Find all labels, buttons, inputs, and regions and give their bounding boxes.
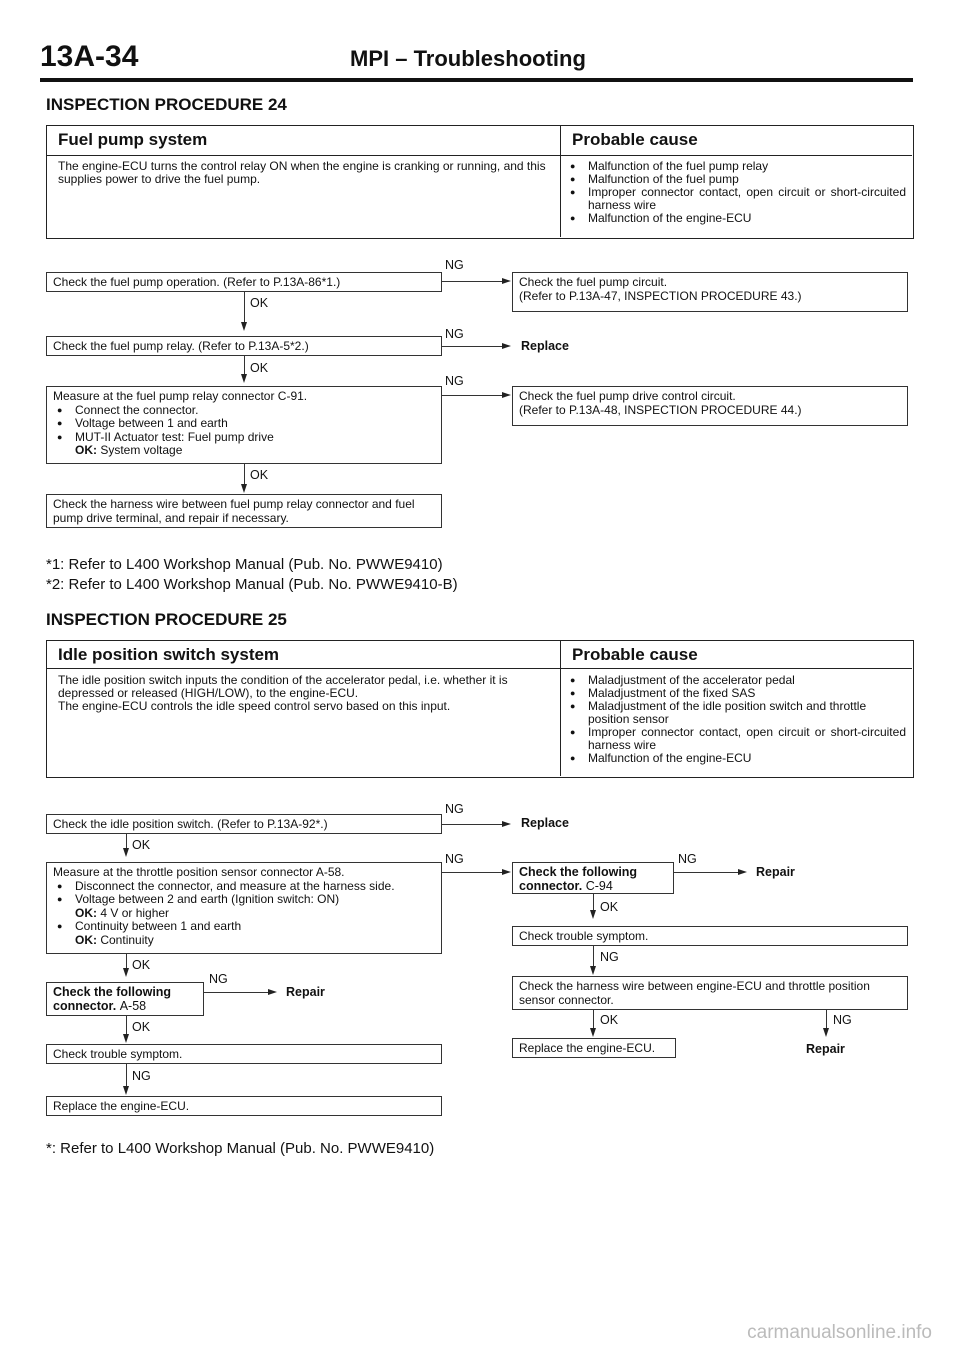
step-items [53, 404, 435, 445]
ng-label: NG [600, 950, 619, 964]
arrow-right-icon [502, 278, 511, 284]
cause-list [566, 674, 906, 765]
flow-result-drive-control-circuit [512, 386, 908, 426]
result-text: Check the fuel pump drive control circuit. [519, 389, 736, 403]
step-text: Check the fuel pump operation. (Refer to P.13A-86*1.) [53, 275, 341, 289]
flow-step-harness-ecu-tps [512, 976, 908, 1010]
step-text: Replace the engine-ECU. [53, 1099, 190, 1113]
cause-item: ● Malfunction of the engine-ECU [566, 212, 906, 225]
arrow-right-icon [502, 343, 511, 349]
flow-connector [593, 894, 594, 910]
ng-label: NG [445, 258, 464, 272]
procedure-24-title: INSPECTION PROCEDURE 24 [46, 95, 287, 114]
arrow-down-icon [823, 1028, 829, 1037]
step-text: Check the fuel pump relay. (Refer to P.13A-5*2.) [53, 339, 309, 353]
arrow-down-icon [590, 910, 596, 919]
step-item: ● Connect the connector. [53, 404, 435, 418]
cause-item: ● Maladjustment of the fixed SAS [566, 687, 906, 700]
flow-step-fuel-pump-relay [46, 336, 442, 356]
arrow-down-icon [123, 1034, 129, 1043]
ng-label: NG [209, 972, 228, 986]
system-description: The engine-ECU turns the control relay ON when the engine is cranking or running, and this supplies power to drive the fuel pump. [58, 159, 546, 186]
arrow-down-icon [590, 966, 596, 975]
watermark: carmanualsonline.info [747, 1322, 932, 1343]
ok-label: OK [132, 838, 151, 852]
flow-connector [126, 834, 127, 848]
ng-label: NG [132, 1069, 151, 1083]
procedure-25-title: INSPECTION PROCEDURE 25 [46, 610, 287, 629]
system-description: The idle position switch inputs the condition of the accelerator pedal, i.e. whether it is depressed or released (HIGH/LOW), to the engine-ECU. The engine-ECU controls the idle speed control servo based on this input. [58, 673, 508, 713]
step-text: Check the harness wire between engine-ECU and throttle position sensor connector. [519, 979, 870, 1007]
step-item: ● Disconnect the connector, and measure at the harness side. [53, 880, 435, 894]
step-text: Measure at the throttle position sensor connector A-58. [53, 865, 345, 879]
probable-cause-heading: Probable cause [572, 645, 698, 664]
ng-label: NG [445, 802, 464, 816]
cause-item: ● Maladjustment of the accelerator pedal [566, 674, 906, 687]
footnote: *1: Refer to L400 Workshop Manual (Pub. No. PWWE9410) [46, 556, 443, 573]
footnote: *: Refer to L400 Workshop Manual (Pub. No. PWWE9410) [46, 1140, 435, 1157]
ok-label: OK [250, 361, 269, 375]
replace-result: Replace [521, 816, 569, 830]
probable-cause-heading: Probable cause [572, 130, 698, 149]
flow-step-replace-ecu-right [512, 1038, 676, 1058]
flow-connector [126, 954, 127, 968]
flow-step-relay-connector-measure [46, 386, 442, 464]
table-divider [560, 126, 561, 237]
arrow-right-icon [502, 869, 511, 875]
step-text: Check the idle position switch. (Refer to P.13A-92*.) [53, 817, 328, 831]
cause-item: ● Improper connector contact, open circuit or short-circuited harness wire [566, 186, 906, 212]
cause-item: ● Malfunction of the engine-ECU [566, 752, 906, 765]
ok-label: OK [132, 958, 151, 972]
flow-connector [593, 1010, 594, 1028]
step-item: ● MUT-II Actuator test: Fuel pump drive [53, 431, 435, 445]
ng-label: NG [833, 1013, 852, 1027]
flow-connector [442, 281, 502, 282]
flow-connector [244, 356, 245, 374]
flow-connector [442, 346, 502, 347]
repair-result: Repair [756, 865, 795, 879]
step-ok-condition: OK: Continuity [75, 932, 154, 947]
arrow-down-icon [123, 968, 129, 977]
flow-step-harness-check [46, 494, 442, 528]
step-ok-condition: OK: 4 V or higher [75, 905, 170, 920]
step-item: ● Voltage between 2 and earth (Ignition switch: ON) [53, 893, 435, 907]
flow-step-idle-switch [46, 814, 442, 834]
ok-label: OK [600, 900, 619, 914]
system-name: Fuel pump system [58, 130, 208, 149]
flow-step-fuel-pump-operation [46, 272, 442, 292]
replace-result: Replace [521, 339, 569, 353]
step-text: Check the harness wire between fuel pump relay connector and fuel pump drive terminal, and repair if necessary. [53, 497, 415, 525]
cause-item: ● Improper connector contact, open circuit or short-circuited harness wire [566, 726, 906, 752]
arrow-down-icon [241, 374, 247, 383]
arrow-down-icon [590, 1028, 596, 1037]
flow-connector [126, 1064, 127, 1086]
step-text: Replace the engine-ECU. [519, 1041, 656, 1055]
flow-connector [674, 872, 738, 873]
flow-connector [593, 946, 594, 966]
step-item: ● Continuity between 1 and earth [53, 920, 435, 934]
page-number: 13A-34 [40, 40, 139, 73]
system-name: Idle position switch system [58, 645, 280, 664]
step-text: Check trouble symptom. [53, 1047, 183, 1061]
flow-step-trouble-symptom-left [46, 1044, 442, 1064]
ok-label: OK [600, 1013, 619, 1027]
ok-label: OK [250, 296, 269, 310]
flow-connector [126, 1016, 127, 1034]
arrow-right-icon [268, 989, 277, 995]
flow-connector [442, 872, 502, 873]
header-rule [40, 78, 913, 82]
repair-result: Repair [806, 1042, 845, 1056]
step-item: ● Voltage between 1 and earth [53, 417, 435, 431]
flow-connector [244, 464, 245, 484]
ng-label: NG [445, 327, 464, 341]
flow-step-replace-ecu-left [46, 1096, 442, 1116]
repair-result: Repair [286, 985, 325, 999]
flow-result-fuel-pump-circuit [512, 272, 908, 312]
flow-step-trouble-symptom-right [512, 926, 908, 946]
page-title: MPI – Troubleshooting [350, 46, 586, 71]
step-text: Check trouble symptom. [519, 929, 649, 943]
ok-label: OK [250, 468, 269, 482]
flow-connector [204, 992, 268, 993]
cause-item: ● Maladjustment of the idle position switch and throttle position sensor [566, 700, 906, 726]
arrow-down-icon [241, 484, 247, 493]
flow-connector [442, 824, 502, 825]
ng-label: NG [445, 852, 464, 866]
arrow-down-icon [123, 848, 129, 857]
flow-connector [826, 1010, 827, 1028]
flow-step-tps-measure [46, 862, 442, 954]
flow-connector [442, 395, 502, 396]
cause-list [566, 160, 906, 225]
arrow-right-icon [502, 392, 511, 398]
result-text: Check the fuel pump circuit. [519, 275, 668, 289]
flow-step-connector-c94: Check the following connector. C-94 [512, 862, 674, 894]
cause-item: ● Malfunction of the fuel pump relay [566, 160, 906, 173]
arrow-right-icon [738, 869, 747, 875]
result-ref: (Refer to P.13A-48, INSPECTION PROCEDURE 44.) [519, 402, 802, 417]
ng-label: NG [678, 852, 697, 866]
arrow-down-icon [241, 322, 247, 331]
table-divider [47, 668, 912, 669]
result-ref: (Refer to P.13A-47, INSPECTION PROCEDURE 43.) [519, 288, 802, 303]
ng-label: NG [445, 374, 464, 388]
arrow-down-icon [123, 1086, 129, 1095]
ok-label: OK [132, 1020, 151, 1034]
flow-step-connector-a58: Check the following connector. A-58 [46, 982, 204, 1016]
arrow-right-icon [502, 821, 511, 827]
step-text: Measure at the fuel pump relay connector C-91. [53, 389, 308, 403]
step-items [53, 880, 435, 907]
footnote: *2: Refer to L400 Workshop Manual (Pub. No. PWWE9410-B) [46, 576, 458, 593]
step-ok-condition: OK: System voltage [75, 443, 183, 457]
table-divider [47, 155, 912, 156]
flow-connector [244, 292, 245, 322]
table-divider [560, 641, 561, 776]
step-items [53, 920, 435, 934]
cause-item: ● Malfunction of the fuel pump [566, 173, 906, 186]
